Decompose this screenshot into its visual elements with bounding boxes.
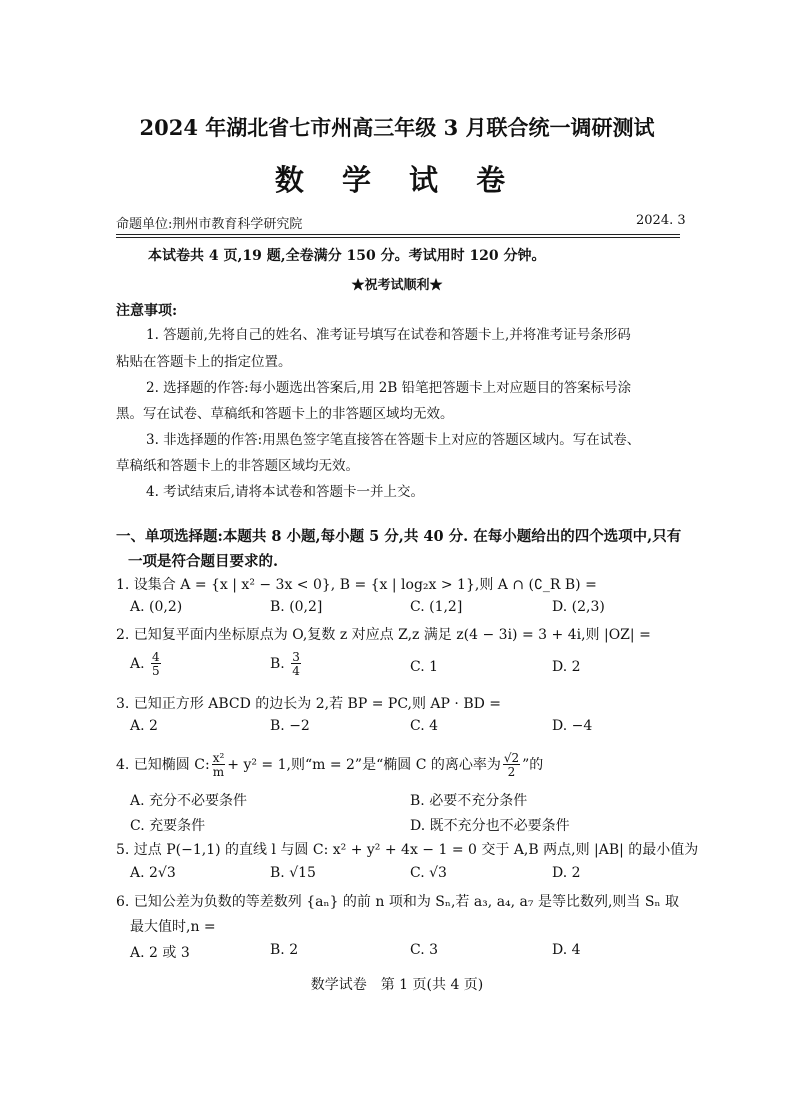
option-b [270,651,303,677]
option-c: C. (1,2] [410,599,463,615]
numerator: 4 [152,650,160,664]
stem-part: + y² = 1,则“m = 2”是“椭圆 C 的离心率为 [227,757,501,773]
notice-item: 1. 答题前,先将自己的姓名、准考证号填写在试卷和答题卡上,并将准考证号条形码 [146,327,631,343]
option-c: C. 4 [410,718,439,734]
denominator: 2 [507,765,516,779]
numerator: 3 [292,650,300,664]
option-a: A. 2√3 [130,865,176,881]
numerator: √2 [503,751,520,765]
option-d: D. 2 [552,865,581,881]
fraction [291,651,301,677]
fraction [212,752,226,778]
wish-line: ★祝考试顺利★ [351,278,443,293]
question-stem: 6. 已知公差为负数的等差数列 {aₙ} 的前 n 项和为 Sₙ,若 a₃, a₄, a₇ 是等比数列,则当 Sₙ 取 [116,894,679,910]
notice-item: 黑。写在试卷、草稿纸和答题卡上的非答题区域均无效。 [116,406,454,422]
denominator: 5 [152,664,160,678]
option-d: D. −4 [552,718,593,734]
option-b: B. √15 [270,865,316,881]
stem-part: ”的 [522,757,544,773]
option-a: A. 充分不必要条件 [130,793,248,809]
notice-item: 4. 考试结束后,请将本试卷和答题卡一并上交。 [146,484,424,500]
exam-date: 2024. 3 [636,213,686,228]
option-letter: A. [130,656,145,672]
option-d: D. 2 [552,659,581,675]
question-stem: 3. 已知正方形 ABCD 的边长为 2,若 BP = PC,则 AP · BD = [116,696,502,712]
header-rule [116,234,680,235]
option-b: B. 必要不充分条件 [410,793,528,809]
subject-title: 数 学 试 卷 [274,163,520,197]
option-b: B. 2 [270,942,299,958]
question-stem: 1. 设集合 A = {x | x² − 3x < 0}, B = {x | log₂x > 1},则 A ∩ (∁_R B) = [116,577,597,593]
notice-item: 3. 非选择题的作答:用黑色签字笔直接答在答题卡上对应的答题区域内。写在试卷、 [146,432,641,448]
option-letter: B. [270,656,285,672]
option-b: B. −2 [270,718,310,734]
question-stem [116,752,543,778]
option-c: C. √3 [410,865,447,881]
notice-item: 草稿纸和答题卡上的非答题区域均无效。 [116,458,359,474]
notice-item: 2. 选择题的作答:每小题选出答案后,用 2B 铅笔把答题卡上对应题目的答案标号涂 [146,380,632,396]
question-stem: 5. 过点 P(−1,1) 的直线 l 与圆 C: x² + y² + 4x − 1 = 0 交于 A,B 两点,则 |AB| 的最小值为 [116,842,699,858]
page-footer: 数学试卷 第 1 页(共 4 页) [310,977,484,993]
question-stem-cont: 最大值时,n = [130,919,216,935]
author-line: 命题单位:荆州市教育科学研究院 [116,217,303,232]
stem-part: 4. 已知椭圆 C: [116,757,210,773]
option-c: C. 1 [410,659,439,675]
question-stem: 2. 已知复平面内坐标原点为 O,复数 z 对应点 Z,z 满足 z(4 − 3i) = 3 + 4i,则 |OZ| = [116,627,651,643]
denominator: m [212,765,225,779]
option-a [130,651,163,677]
exam-info: 本试卷共 4 页,19 题,全卷满分 150 分。考试用时 120 分钟。 [148,248,546,264]
header-rule-2 [116,237,680,238]
notice-item: 粘贴在答题卡上的指定位置。 [116,354,292,370]
option-a: A. 2 或 3 [130,945,190,961]
option-d: D. 4 [552,942,581,958]
option-d: D. (2,3) [552,599,605,615]
option-a: A. 2 [130,718,158,734]
section-heading: 一、单项选择题:本题共 8 小题,每小题 5 分,共 40 分. 在每小题给出的四个选项中,只有 [116,528,682,545]
option-d: D. 既不充分也不必要条件 [410,818,570,834]
fraction [503,752,520,778]
exam-title: 2024 年湖北省七市州高三年级 3 月联合统一调研测试 [139,115,655,140]
denominator: 4 [292,664,300,678]
section-heading-cont: 一项是符合题目要求的. [128,553,279,570]
option-a: A. (0,2) [130,599,183,615]
option-c: C. 3 [410,942,439,958]
option-c: C. 充要条件 [130,818,206,834]
numerator: x² [212,751,225,765]
option-b: B. (0,2] [270,599,323,615]
fraction [151,651,161,677]
notice-heading: 注意事项: [116,303,178,319]
